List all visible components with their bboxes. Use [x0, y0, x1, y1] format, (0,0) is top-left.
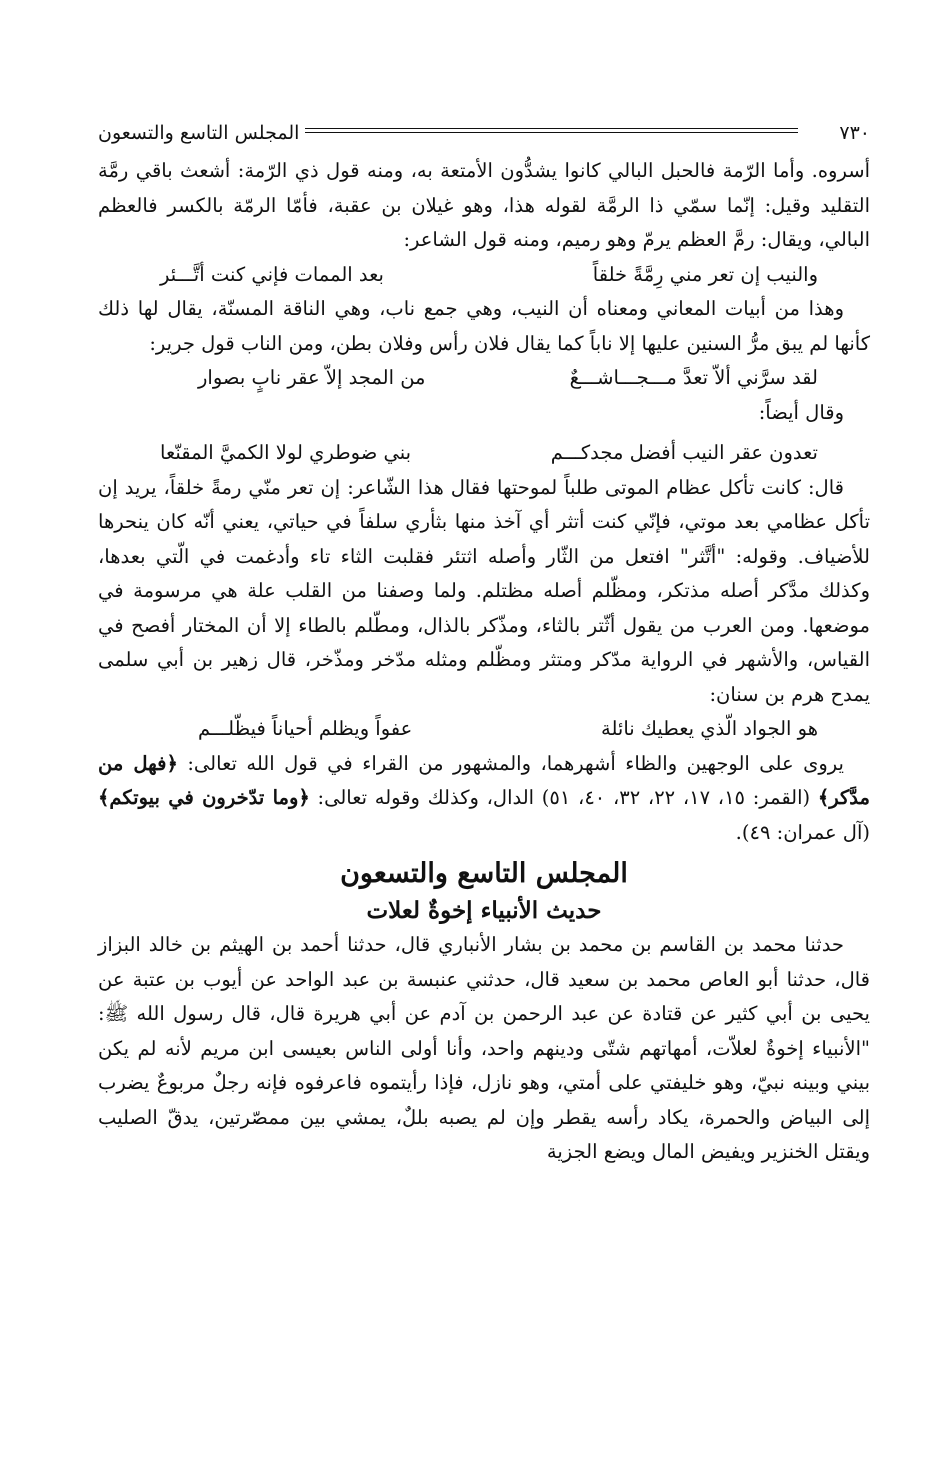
- verse-3-first-hemistich: تعدون عقر النيب أفضل مجدكـــم: [550, 441, 818, 464]
- paragraph-5-part-a: يروى على الوجهين والظاء أشهرهما، والمشهور من القراء في قول الله تعالى:: [177, 751, 844, 775]
- page-body: [98, 154, 870, 1170]
- page-number: ٧٣٠: [833, 120, 870, 146]
- paragraph-5-part-b: (القمر: ١٥، ١٧، ٢٢، ٣٢، ٤٠، ٥١) الدال، وكذلك وقوله تعالى:: [309, 786, 818, 809]
- verse-2: [98, 361, 870, 396]
- section-subtitle: حديث الأنبياء إخوةٌ لعلات: [366, 897, 602, 924]
- paragraph-1: أسروه. وأما الرّمة فالحبل البالي كانوا يشدُّون الأمتعة به، ومنه قول ذي الرّمة: أشعث باقي رمَّة التقليد وقيل: إنّما سمّي ذا الرمَّة لقوله هذا، وهو غيلان بن عقبة، فأمّا الرمّة بالكسر فالعظم البالي، ويقال: رمَّ العظم يرمّ وهو رميم، ومنه قول الشاعر:: [98, 159, 870, 251]
- verse-1-second-hemistich: بعد الممات فإني كنت أتَّـــئر: [160, 262, 384, 286]
- verse-4-first-hemistich: هو الجواد الّذي يعطيك نائلة: [601, 717, 818, 740]
- paragraph-6: حدثنا محمد بن القاسم بن محمد بن بشار الأنباري قال، حدثنا أحمد بن الهيثم بن خالد البزاز قال، حدثنا أبو العاص محمد بن سعيد قال، حدثني عنبسة بن عبد الواحد عن أيوب بن عتبة عن يحيى بن أبي كثير عن قتادة عن عبد الرحمن بن آدم عن أبي هريرة قال، قال رسول الله ﷺ: "الأنبياء إخوةٌ لعلاّت، أمهاتهم شتّى ودينهم واحد، وأنا أولى الناس بعيسى ابن مريم لأنه لم يكن بيني وبينه نبيّ، وهو خليفتي على أمتي، وهو نازل، فإذا رأيتموه فاعرفوه فإنه رجلٌ مربوعٌ يضرب إلى البياض والحمرة، يكاد رأسه يقطر وإن لم يصبه بللٌ، يمشي بين ممصّرتين، يدقّ الصليب ويقتل الخنزير ويفيض المال ويضع الجزية: [98, 933, 870, 1163]
- paragraph-2: وهذا من أبيات المعاني ومعناه أن النيب، وهي جمع ناب، وهي الناقة المسنّة، يقال لها ذلك كأنها لم يبق مرُّ السنين عليها إلا ناباً كما يقال فلان رأس وفلان بطن، ومن الناب قول جرير:: [98, 297, 870, 355]
- verse-2-first-hemistich: لقد سرَّني ألاّ تعدَّ مـــجـــاشـــعٌ: [569, 366, 818, 389]
- verse-4-second-hemistich: عفواً ويظلم أحياناً فيظّلـــم: [198, 717, 413, 740]
- paragraph-5-part-c: (آل عمران: ٤٩).: [735, 820, 870, 844]
- verse-1-first-hemistich: والنيب إن تعر مني رِمَّةً خلقاً: [592, 262, 818, 286]
- verse-4: [98, 712, 870, 747]
- header-double-rule: [238, 128, 798, 133]
- verse-2-second-hemistich: من المجد إلاّ عقر نابٍ بصوار: [198, 366, 426, 389]
- page-header: [98, 120, 870, 150]
- section-title: المجلس التاسع والتسعون: [340, 858, 628, 889]
- verse-3-second-hemistich: بني ضوطري لولا الكميَّ المقنّعا: [160, 441, 412, 464]
- paragraph-3: وقال أيضاً:: [758, 400, 844, 424]
- quran-quote-2: ﴿وما تدّخرون في بيوتكم﴾: [98, 786, 310, 809]
- quran-quote-1: ﴿فهل من مدَّكر﴾: [98, 751, 870, 809]
- running-title: المجلس التاسع والتسعون: [98, 120, 305, 146]
- verse-1: [98, 258, 870, 293]
- paragraph-4: قال: كانت تأكل عظام الموتى طلباً لموحتها فقال هذا الشّاعر: إن تعر منّي رمةً خلقاً، يريد إن تأكل عظامي بعد موتي، فإنّي كنت أتثر أي آخذ منها بثأري سلفاً في حياتي، يعني أنّه كان ينحرها للأضياف. وقوله: "أتَّثر" افتعل من الثّار وأصله اثتئر فقلبت الثاء تاء وأدغمت في الّتي بعدها، وكذلك مدَّكر أصله مذتكر، ومظّلم أصله مظتلم. ولما وصفنا من القلب علة هي مرسومة في موضعها. ومن العرب من يقول أثّتر بالثاء، ومذّكر بالذال، ومطّلم بالطاء إلا أن المختار أفصح في القياس، والأشهر في الرواية مدّكر ومتثر ومظّلم ومثله مدّخر ومذّخر، قال زهير بن أبي سلمى يمدح هرم بن سنان:: [98, 475, 870, 706]
- paragraph-5: [98, 747, 870, 851]
- verse-3: [98, 436, 870, 471]
